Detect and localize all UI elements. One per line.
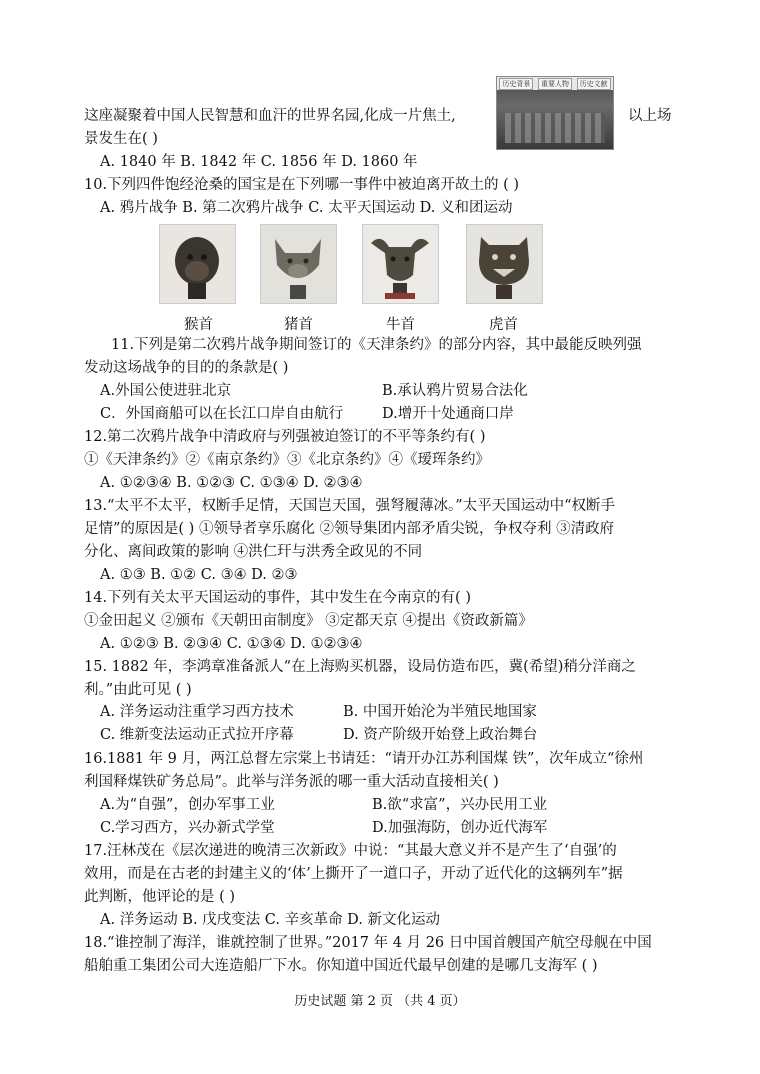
q15-option-a: A. 洋务运动注重学习西方技术: [100, 704, 294, 720]
q11-option-d: D.增开十处通商口岸: [382, 406, 514, 422]
q13-stem-line2: 足情”的原因是( ) ①领导者享乐腐化 ②领导集团内部矛盾尖锐，争权夺利 ③清政府: [84, 521, 615, 537]
q16-option-a: A.为“自强”，创办军事工业: [100, 797, 275, 813]
ox-head-image: [362, 224, 439, 304]
q10-stem: 10.下列四件饱经沧桑的国宝是在下列哪一事件中被迫离开故土的 ( ): [84, 177, 520, 193]
caption-ox-head: 牛首: [386, 317, 415, 333]
q10-options: A. 鸦片战争 B. 第二次鸦片战争 C. 太平天国运动 D. 义和团运动: [100, 200, 513, 216]
q16-option-d: D.加强海防，创办近代海军: [372, 820, 548, 836]
q17-stem-line3: 此判断，他评论的是 ( ): [84, 889, 236, 905]
q13-stem-line1: 13.“太平不太平，权断手足情，天国岂天国，强弩履薄冰。”太平天国运动中“权断手: [84, 498, 616, 514]
q17-stem-line1: 17.汪林茂在《层次递进的晚清三次新政》中说：“其最大意义并不是产生了‘自强’的: [84, 843, 617, 859]
q12-stem: 12.第二次鸦片战争中清政府与列强被迫签订的不平等条约有( ): [84, 429, 486, 445]
q15-option-b: B. 中国开始沦为半殖民地国家: [343, 704, 537, 720]
q9-text-line2: 景发生在( ): [84, 131, 158, 147]
photo-tab: 历史背景: [499, 78, 533, 90]
caption-tiger-head: 虎首: [489, 317, 518, 333]
q15-option-c: C. 维新变法运动正式拉开序幕: [100, 727, 294, 743]
q11-option-a: A.外国公使进驻北京: [100, 383, 232, 399]
q17-options: A. 洋务运动 B. 戊戌变法 C. 辛亥革命 D. 新文化运动: [100, 912, 441, 928]
page-footer: 历史试题 第 2 页 （共 4 页）: [294, 994, 466, 1009]
tiger-head-image: [466, 224, 543, 304]
q14-stem: 14.下列有关太平天国运动的事件，其中发生在今南京的有( ): [84, 590, 471, 606]
q11-option-c: C．外国商船可以在长江口岸自由航行: [100, 406, 344, 422]
photo-tab: 历史文献: [577, 78, 611, 90]
q18-stem-line1: 18.“谁控制了海洋，谁就控制了世界。”2017 年 4 月 26 日中国首艘国产航空母舰在中国: [84, 935, 652, 951]
q9-options: A. 1840 年 B. 1842 年 C. 1856 年 D. 1860 年: [100, 154, 418, 170]
q11-stem-line1: 11.下列是第二次鸦片战争期间签订的《天津条约》的部分内容，其中最能反映列强: [111, 337, 642, 353]
caption-pig-head: 猪首: [284, 317, 313, 333]
q14-items: ①金田起义 ②颁布《天朝田亩制度》 ③定都天京 ④提出《资政新篇》: [84, 613, 533, 629]
photo-tab: 重要人物: [538, 78, 572, 90]
q16-option-c: C.学习西方，兴办新式学堂: [100, 820, 275, 836]
yuanmingyuan-ruins-photo: [496, 76, 614, 150]
pig-head-image: [260, 224, 337, 304]
photo-tab-bar: [497, 77, 613, 90]
q16-stem-line1: 16.1881 年 9 月，两江总督左宗棠上书请廷：“请开办江苏利国煤 铁”，次年成立“徐州: [84, 751, 644, 767]
q12-options: A. ①②③④ B. ①②③ C. ①③④ D. ②③④: [100, 475, 363, 491]
caption-monkey-head: 猴首: [184, 317, 213, 333]
q9-text-line1: 这座凝聚着中国人民智慧和血汗的世界名园,化成一片焦土,: [84, 108, 456, 124]
q14-options: A. ①②③ B. ②③④ C. ①③④ D. ①②③④: [100, 636, 363, 652]
q15-stem-line1: 15. 1882 年，李鸿章准备派人“在上海购买机器，设局仿造布匹，冀(希望)稍分洋商之: [84, 659, 636, 675]
q18-stem-line2: 船舶重工集团公司大连造船厂下水。你知道中国近代最早创建的是哪几支海军 ( ): [84, 958, 598, 974]
q15-stem-line2: 利。”由此可见 ( ): [84, 682, 192, 698]
q13-options: A. ①③ B. ①② C. ③④ D. ②③: [100, 567, 298, 583]
q11-option-b: B.承认鸦片贸易合法化: [382, 383, 528, 399]
q12-items: ①《天津条约》②《南京条约》③《北京条约》④《瑷珲条约》: [84, 452, 490, 468]
q16-stem-line2: 利国释煤铁矿务总局”。此举与洋务派的哪一重大活动直接相关( ): [84, 774, 499, 790]
q9-text-line1-end: 以上场: [628, 108, 672, 124]
q17-stem-line2: 效用，而是在古老的封建主义的‘体’上撕开了一道口子，开动了近代化的这辆列车”据: [84, 866, 623, 882]
q15-option-d: D. 资产阶级开始登上政治舞台: [343, 727, 538, 743]
monkey-head-image: [159, 224, 236, 304]
q11-stem-line2: 发动这场战争的目的的条款是( ): [84, 360, 289, 376]
ruins-graphic: [505, 113, 605, 143]
q13-stem-line3: 分化、离间政策的影响 ④洪仁玕与洪秀全政见的不同: [84, 544, 423, 560]
q16-option-b: B.欲“求富”，兴办民用工业: [372, 797, 548, 813]
